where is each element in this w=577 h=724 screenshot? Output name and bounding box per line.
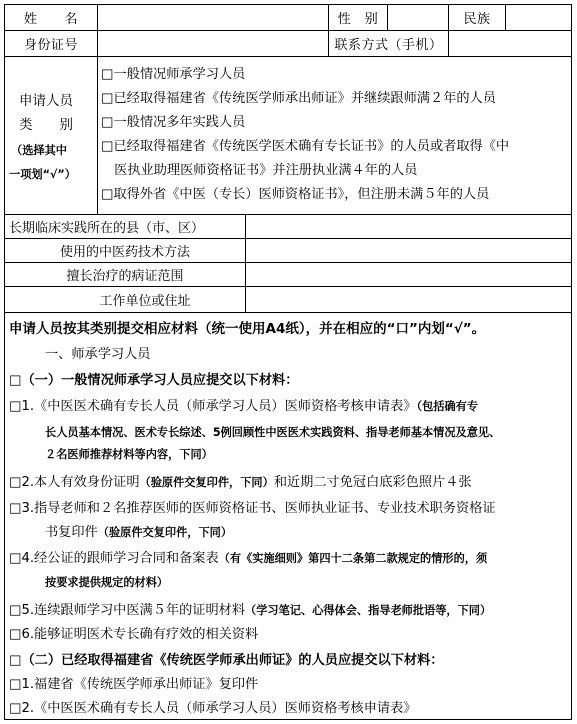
sub-1-title[interactable]: □（一）一般情况师承学习人员应提交以下材料：: [9, 373, 299, 388]
item-1-6[interactable]: □6.能够证明医术专长确有疗效的相关资料: [9, 627, 259, 642]
category-note-line2: 一项划“√”）: [9, 168, 76, 181]
practice-county-field[interactable]: [246, 215, 571, 238]
item-1-1[interactable]: [9, 395, 478, 419]
tcm-methods-label: 使用的中医药技术方法: [59, 245, 190, 260]
application-form: [4, 4, 572, 720]
category-options: [101, 63, 571, 207]
gender-label: 性 别: [337, 12, 379, 27]
item-1-5[interactable]: [9, 599, 491, 623]
section-1-heading: 一、师承学习人员: [45, 347, 151, 362]
item-1-3-cont: [45, 521, 232, 545]
category-option-5[interactable]: □取得外省《中医（专长）医师资格证书》，但注册未满５年的人员: [101, 187, 490, 202]
row-applicant-category: [5, 57, 571, 215]
id-number-label: 身份证号: [23, 38, 78, 53]
item-1-5-note: （学习笔记、心得体会、指导老师批语等，下同）: [245, 604, 492, 617]
name-field[interactable]: [98, 5, 328, 30]
row-practice-county: [5, 215, 571, 239]
category-note-line1: （选择其中: [11, 144, 67, 157]
item-1-5-main: □5.连续跟师学习中医满５年的证明材料: [9, 603, 246, 618]
item-1-3-cont-note: （验原件交复印件，下同）: [97, 526, 233, 539]
gender-field[interactable]: [388, 5, 448, 30]
item-1-4-cont: 按要求提供规定的材料）: [45, 576, 169, 589]
item-1-1-main: □1.《中医医术确有专长人员（师承学习人员）医师资格考核申请表》: [9, 399, 417, 414]
tcm-methods-field[interactable]: [246, 239, 571, 262]
item-1-1-note: （包括确有专: [416, 400, 479, 413]
item-1-4-main: □4.经公证的跟师学习合同和备案表: [9, 551, 219, 566]
category-option-4-cont: 医执业助理医师资格证书》并注册执业满４年的人员: [101, 163, 418, 178]
category-option-3[interactable]: □一般情况多年实践人员: [101, 115, 246, 130]
item-1-2-tail: 和近期二寸免冠白底彩色照片４张: [273, 475, 472, 490]
practice-county-label: 长期临床实践所在的县（市、区）: [9, 221, 205, 236]
ethnicity-field[interactable]: [506, 5, 572, 30]
row-workplace: [5, 287, 571, 313]
row-name-gender-ethnicity: [5, 5, 571, 31]
item-1-2-note: （验原件交复印件，下同）: [139, 476, 274, 489]
instructions-intro: 申请人员按其类别提交相应材料（统一使用A4纸），并在相应的“口”内划“√”。: [9, 321, 486, 337]
item-1-1-cont2: ２名医师推荐材料等内容，下同）: [45, 448, 213, 461]
contact-label: 联系方式（手机）: [334, 38, 443, 53]
workplace-field[interactable]: [246, 287, 571, 312]
contact-field[interactable]: [449, 31, 572, 56]
category-label-cell: [5, 57, 97, 214]
ethnicity-label: 民族: [463, 12, 491, 27]
row-id-contact: [5, 31, 571, 57]
materials-section: [5, 313, 571, 719]
category-label-line2: 类 别: [19, 117, 73, 133]
category-option-2[interactable]: □已经取得福建省《传统医学师承出师证》并继续跟师满２年的人员: [101, 91, 496, 106]
item-1-3[interactable]: □3.指导老师和２名推荐医师的医师资格证书、医师执业证书、专业技术职务资格证: [9, 501, 496, 516]
item-1-2[interactable]: [9, 471, 472, 495]
category-label-line1: 申请人员: [19, 93, 73, 109]
workplace-label: 工作单位或住址: [99, 294, 191, 309]
treatment-scope-field[interactable]: [246, 263, 571, 286]
name-label: 姓 名: [23, 12, 78, 27]
item-1-1-cont1: 长人员基本情况、医术专长综述、5例回顾性中医医术实践资料、指导老师基本情况及意见、: [45, 426, 501, 439]
item-1-4-note: （有《实施细则》第四十二条第二款规定的情形的，须: [218, 552, 488, 565]
item-1-3-cont-main: 书复印件: [45, 525, 98, 540]
row-treatment-scope: [5, 263, 571, 287]
category-option-4[interactable]: □已经取得福建省《传统医学医术确有专长证书》的人员或者取得《中: [101, 139, 510, 154]
treatment-scope-label: 擅长治疗的病证范围: [66, 269, 184, 284]
item-1-2-main: □2.本人有效身份证明: [9, 475, 140, 490]
category-option-1[interactable]: □一般情况师承学习人员: [101, 67, 246, 82]
id-number-field[interactable]: [98, 31, 328, 56]
item-1-4[interactable]: [9, 547, 487, 571]
row-tcm-methods: [5, 239, 571, 263]
item-2-2[interactable]: □2.《中医医术确有专长人员（师承学习人员）医师资格考核申请表》: [9, 701, 417, 716]
item-2-1[interactable]: □1.福建省《传统医学师承出师证》复印件: [9, 677, 259, 692]
sub-2-title[interactable]: □（二）已经取得福建省《传统医学师承出师证》的人员应提交以下材料：: [9, 653, 444, 668]
